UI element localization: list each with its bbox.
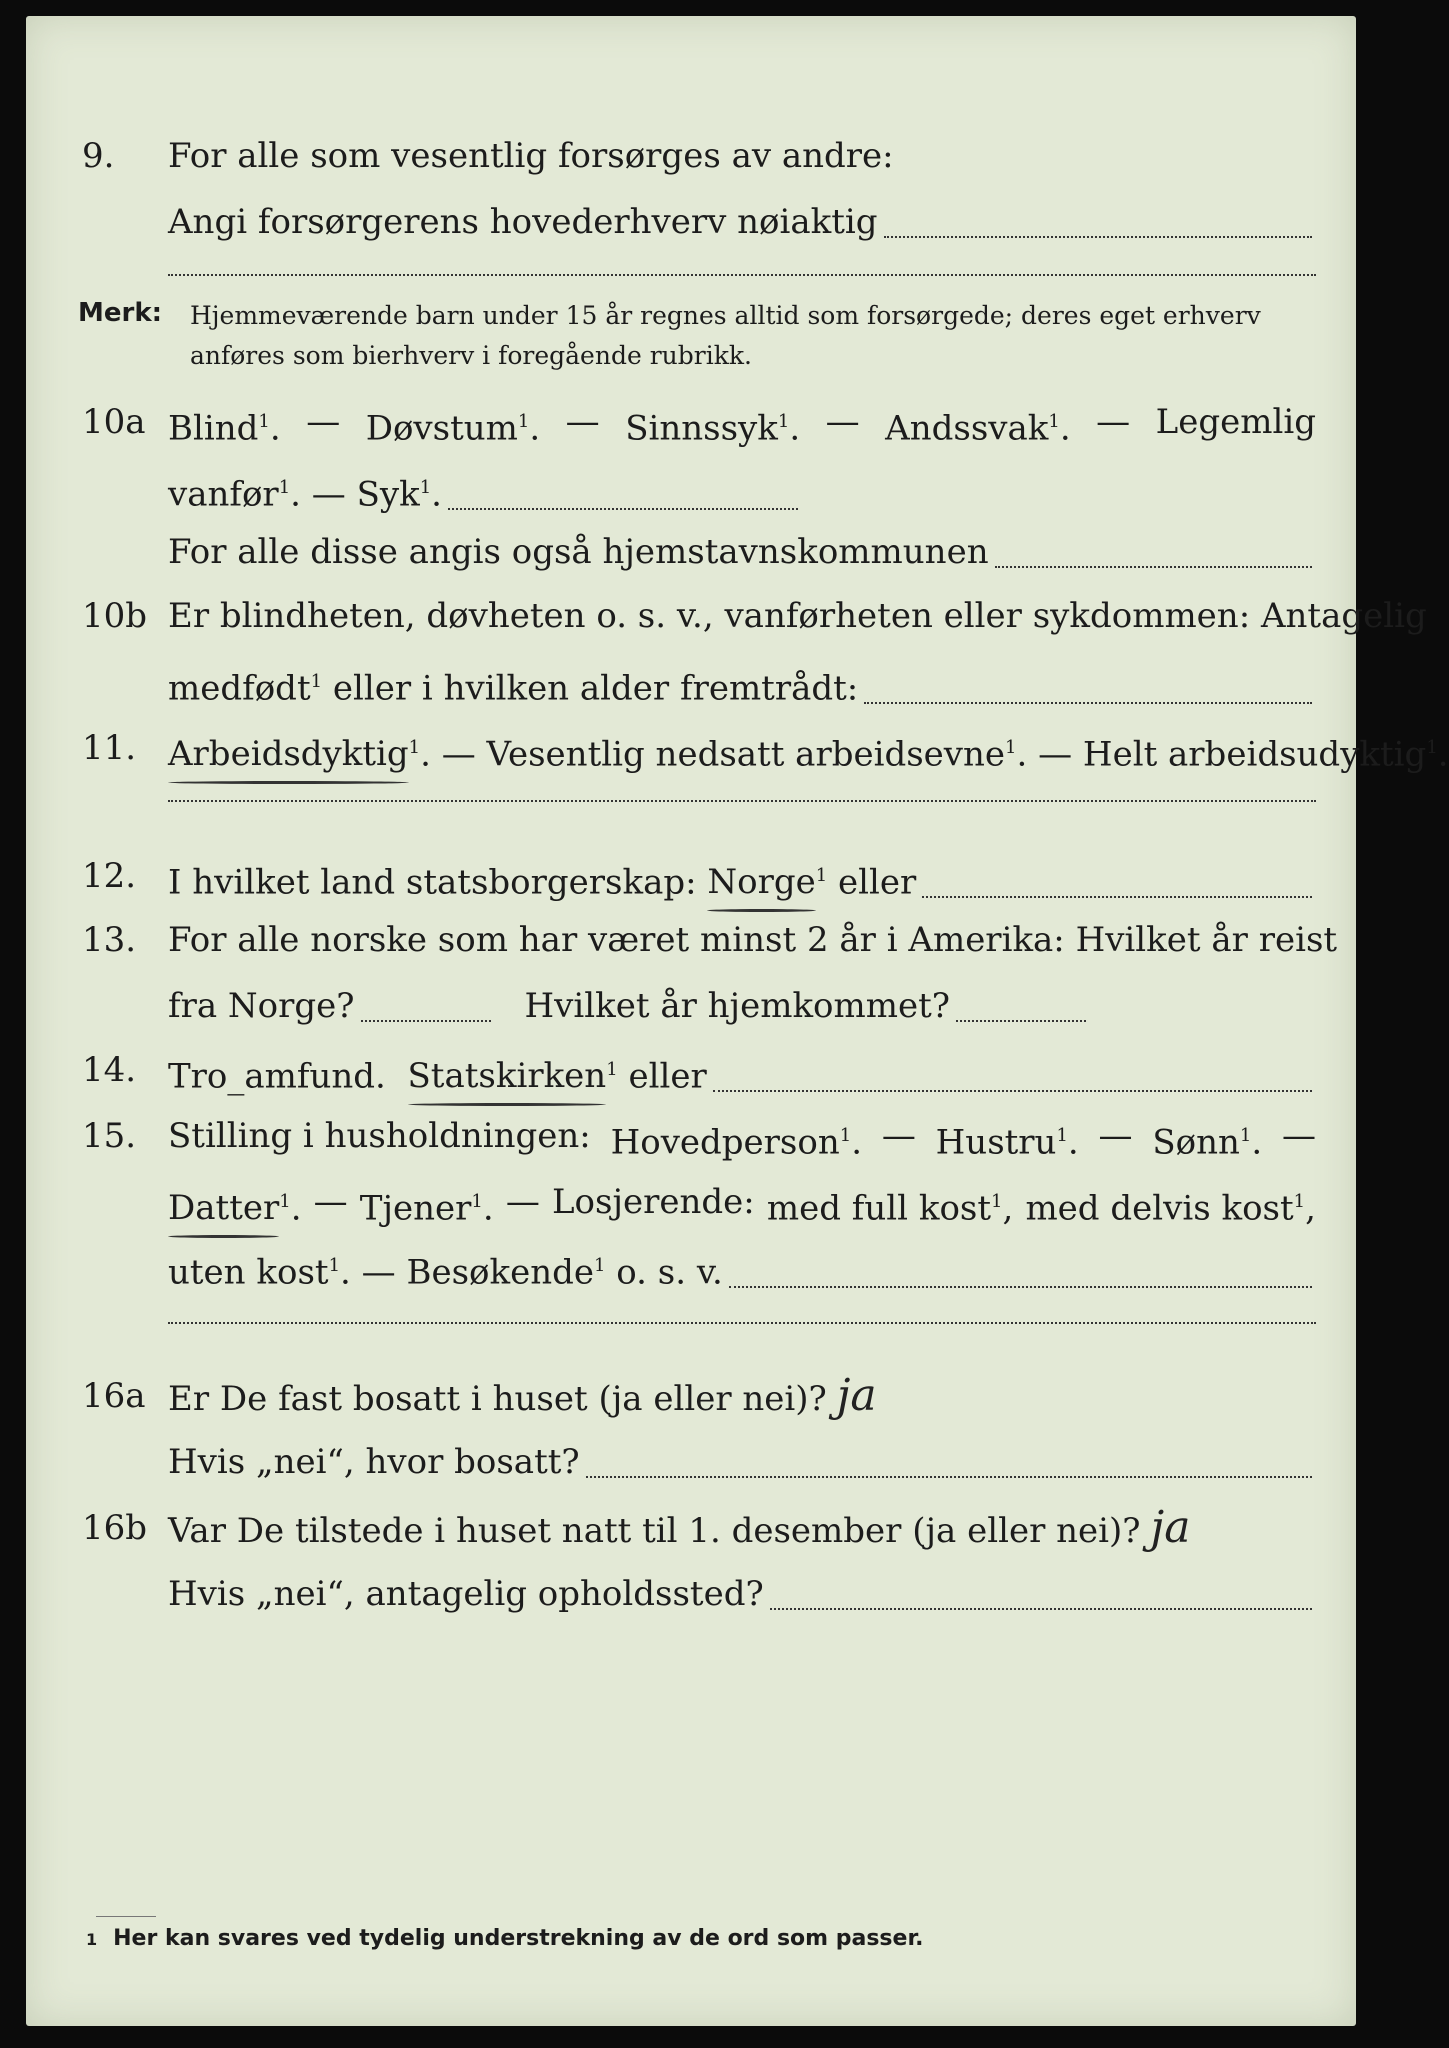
q10b-answer-line[interactable] [864,702,1312,704]
q9-number: 9. [82,136,115,176]
q15-label: Stilling i husholdningen: [168,1116,591,1156]
q10a-syk-line[interactable] [448,508,798,510]
option-legemlig[interactable]: Legemlig [1155,402,1316,442]
q12-number: 12. [82,856,137,896]
option-medfodt[interactable]: medfødt [168,668,311,709]
q10a-hjemstavn-label: For alle disse angis også hjemstavnskommunen [168,532,989,572]
q15-row-3: uten kost$^1$. — Besøkende$^1$ o. s. v. [26,1236,1356,1296]
option-vanfor[interactable]: vanfør [168,474,279,515]
census-form-page [26,16,1449,2026]
q10b-number: 10b [82,596,148,636]
option-besokende[interactable]: Besøkende [406,1252,594,1293]
q14-number: 14. [82,1050,137,1090]
merk-label: Merk: [78,298,163,328]
option-arbeidsdyktig[interactable]: Arbeidsdyktig [168,734,409,775]
q15-row-2: Datter$^1$. — Tjener$^1$. — Losjerende: med full kost$^1$, med delvis kost$^1$, [26,1172,1356,1232]
q10a-row-3 [26,522,1356,582]
q16b-number: 16b [82,1508,148,1548]
q16a-row-2 [26,1432,1356,1492]
q9-row-2 [26,192,1356,252]
q12-label: I hvilket land statsborgerskap: [168,862,697,903]
q16b-opholdssted-label: Hvis „nei“, antagelig opholdssted? [168,1574,764,1614]
q15-osv: o. s. v. [616,1252,723,1293]
q12-eller: eller [838,862,917,903]
q13-reist-line[interactable] [361,1020,491,1022]
q13-hjemkommet-line[interactable] [956,1020,1086,1022]
merk-note: Hjemmeværende barn under 15 år regnes alltid som forsørgede; deres eget erhverv anføres som bierhverv i foregående rubrikk. [190,301,1261,370]
q16a-number: 16a [82,1376,146,1416]
q16b-answer-line[interactable] [770,1608,1312,1610]
option-tjener[interactable]: Tjener [359,1188,472,1229]
q13-question: For alle norske som har været minst 2 år i Amerika: Hvilket år reist [168,920,1338,960]
option-datter[interactable]: Datter [168,1188,280,1229]
q10a-number: 10a [82,402,146,442]
q14-eller: eller [628,1056,707,1097]
option-syk[interactable]: Syk [356,474,420,515]
q11-answer-line[interactable] [168,800,1316,802]
q16a-row-1 [26,1366,1356,1426]
option-andssvak[interactable]: Andssvak [885,408,1049,449]
q15-answer-line[interactable] [729,1286,1312,1288]
option-uten-kost[interactable]: uten kost [168,1252,329,1293]
q9-question: For alle som vesentlig forsørges av andre: [168,136,894,176]
q10a-row-1 [26,392,1356,452]
q10b-row-2: medfødt$^1$ eller i hvilken alder fremtrådt: [26,652,1356,712]
q12-row: 12. I hvilket land statsborgerskap: Norge$^1$ eller [26,846,1356,906]
option-sinnssyk[interactable]: Sinnssyk [625,408,778,449]
footnote-text: Her kan svares ved tydelig understrekning av de ord som passer. [113,1926,924,1951]
footnote-rule [96,1916,156,1917]
q10a-options: Blind$^1$. — Døvstum$^1$. — Sinnssyk$^1$. — Andssvak$^1$. — Legemlig [168,392,1316,458]
q10b-alder-label: eller i hvilken alder fremtrådt: [332,668,859,709]
q16b-handwritten-answer[interactable]: ja [1150,1502,1191,1553]
q9-answer-line-2[interactable] [168,274,1316,276]
option-full-kost[interactable]: med full kost [766,1188,992,1229]
option-delvis-kost[interactable]: med delvis kost [1025,1188,1294,1229]
q16a-question: Er De fast bosatt i huset (ja eller nei)? [168,1379,827,1419]
option-dovstum[interactable]: Døvstum [365,408,518,449]
q13-row-2 [26,976,1356,1036]
q10a-row-2: vanfør$^1$. — Syk$^1$. [26,458,1356,518]
option-norge[interactable]: Norge [707,862,816,903]
q11-row: 11. Arbeidsdyktig$^1$. — Vesentlig nedsatt arbeidsevne$^1$. — Helt arbeidsudyktig$^1$. [26,718,1356,778]
q16a-handwritten-answer[interactable]: ja [836,1370,877,1421]
option-blind[interactable]: Blind [168,408,259,449]
q12-answer-line[interactable] [922,896,1312,898]
option-losjerende: Losjerende: [551,1182,755,1222]
q15-number: 15. [82,1116,137,1156]
q16b-question: Var De tilstede i huset natt til 1. desember (ja eller nei)? [168,1511,1141,1551]
q13-reist-label: fra Norge? [168,986,355,1026]
q9-instruction: Angi forsørgerens hovederhverv nøiaktig [168,202,878,242]
q13-row-1 [26,910,1356,970]
footnote [86,1926,924,1951]
q10b-row-1 [26,586,1427,646]
option-sonn[interactable]: Sønn [1152,1122,1240,1163]
q10b-question: Er blindheten, døvheten o. s. v., vanførheten eller sykdommen: Antagelig [168,596,1427,636]
q14-answer-line[interactable] [713,1090,1312,1092]
q13-number: 13. [82,920,137,960]
q16a-answer-line[interactable] [586,1476,1312,1478]
q13-hjemkommet-label: Hvilket år hjemkommet? [524,986,951,1026]
q16b-row-2 [26,1564,1356,1624]
option-statskirken[interactable]: Statskirken [407,1056,607,1097]
option-nedsatt-arbeidsevne[interactable]: Vesentlig nedsatt arbeidsevne [486,734,1006,775]
footnote-number: 1 [86,1930,98,1949]
q16b-row-1 [26,1498,1356,1558]
option-hovedperson[interactable]: Hovedperson [610,1122,840,1163]
q15-row-1: 15. Stilling i husholdningen: Hovedperson$^1$. — Hustru$^1$. — Sønn$^1$. — [26,1106,1356,1166]
q9-row-1 [26,126,1356,186]
q9-answer-line[interactable] [884,236,1312,238]
q14-label: Tro_amfund. [168,1056,386,1097]
option-arbeidsudyktig[interactable]: Helt arbeidsudyktig [1082,734,1427,775]
q15-answer-line-2[interactable] [168,1322,1316,1324]
q11-number: 11. [82,728,137,768]
hjemstavnskommune-line[interactable] [995,566,1312,568]
q16a-bosatt-label: Hvis „nei“, hvor bosatt? [168,1442,580,1482]
q14-row: 14. Tro_amfund. Statskirken$^1$ eller [26,1040,1356,1100]
option-hustru[interactable]: Hustru [935,1122,1057,1163]
